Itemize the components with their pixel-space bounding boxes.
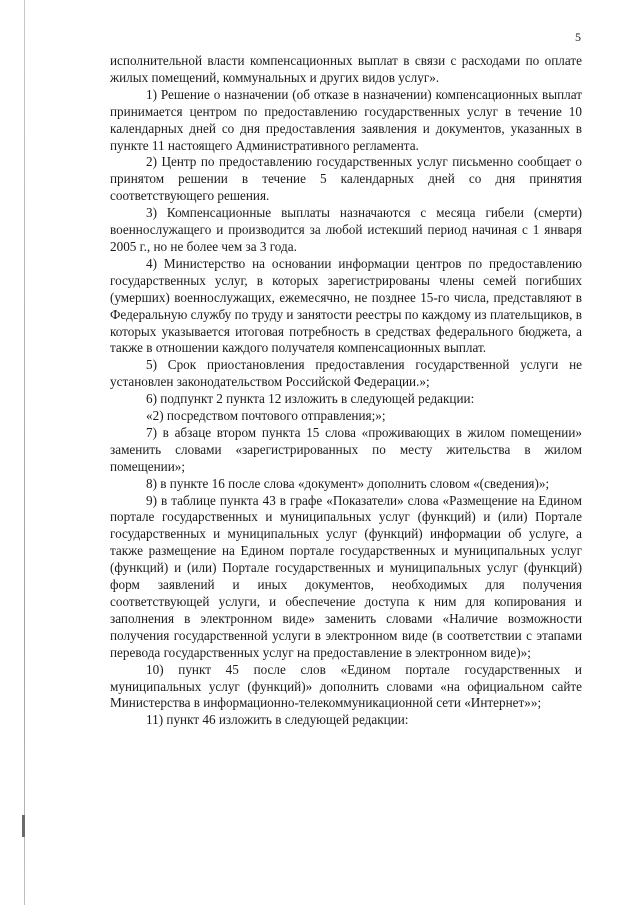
amendment-quote-6: «2) посредством почтового отправления;»; (146, 408, 386, 424)
paragraph-item-4: 4) Министерство на основании информации центров по предоставлению государственных услуг, в которых зарегистрированы члены семей погибших (умерших) военнослужащих, ежемесячно, не позднее 15-го числа, представляют в Федеральную службу по труду и занятости реестры по каждому из плательщиков, в которых указывается итоговая потребность в средствах федерального бюджета, а также в отношении каждого получателя компенсационных выплат. (110, 255, 582, 356)
scan-mark (22, 815, 25, 837)
amendment-item-10: 10) пункт 45 после слов «Едином портале государственных и муниципальных услуг (функций)» дополнить словами «на официальном сайте Министерства в информационно-телекоммуникационной сети «Интернет»»; (110, 661, 582, 711)
page-number: 5 (575, 30, 581, 44)
paragraph-continuation: исполнительной власти компенсационных выплат в связи с расходами по оплате жилых помещений, коммунальных и других видов услуг». (110, 53, 582, 85)
scan-edge-line (24, 0, 25, 905)
paragraph-item-5: 5) Срок приостановления предоставления государственной услуги не установлен законодательством Российской Федерации.»; (110, 357, 582, 390)
amendment-item-6: 6) подпункт 2 пункта 12 изложить в следующей редакции: (146, 391, 475, 407)
paragraph-item-3: 3) Компенсационные выплаты назначаются с месяца гибели (смерти) военнослужащего и производится за любой истекший период начиная с 1 января 2005 г., но не более чем за 3 года. (110, 205, 582, 254)
amendment-item-9: 9) в таблице пункта 43 в графе «Показатели» слова «Размещение на Едином портале государственных и муниципальных услуг (функций) и (или) Портале государственных и муниципальных услуг (функций) информации об услуге, а также размещение на Едином портале государственных и муниципальных услуг (функций) и (или) Портале государственных и муниципальных услуг (функций) форм заявлений и иных документов, необходимых для получения соответствующей услуги, и обеспечение доступа к ним для копирования и заполнения в электронном виде» заменить словами «Наличие возможности получения государственной услуги в электронном виде (в соответствии с этапами перевода государственных услуг на предоставление в электронном виде)»; (110, 492, 582, 660)
document-body (110, 53, 582, 729)
amendment-item-11: 11) пункт 46 изложить в следующей редакции: (146, 712, 409, 728)
paragraph-item-2: 2) Центр по предоставлению государственных услуг письменно сообщает о принятом решении в течение 5 календарных дней со дня принятия соответствующего решения. (110, 154, 582, 204)
amendment-item-7: 7) в абзаце втором пункта 15 слова «проживающих в жилом помещении» заменить словами «зарегистрированных по месту жительства в жилом помещении»; (110, 424, 582, 474)
amendment-item-8: 8) в пункте 16 после слова «документ» дополнить словом «(сведения)»; (146, 475, 550, 491)
paragraph-item-1: 1) Решение о назначении (об отказе в назначении) компенсационных выплат принимается центром по предоставлению государственных услуг в течение 10 календарных дней со дня предоставления заявления и документов, указанных в пункте 11 настоящего Административного регламента. (110, 86, 582, 153)
